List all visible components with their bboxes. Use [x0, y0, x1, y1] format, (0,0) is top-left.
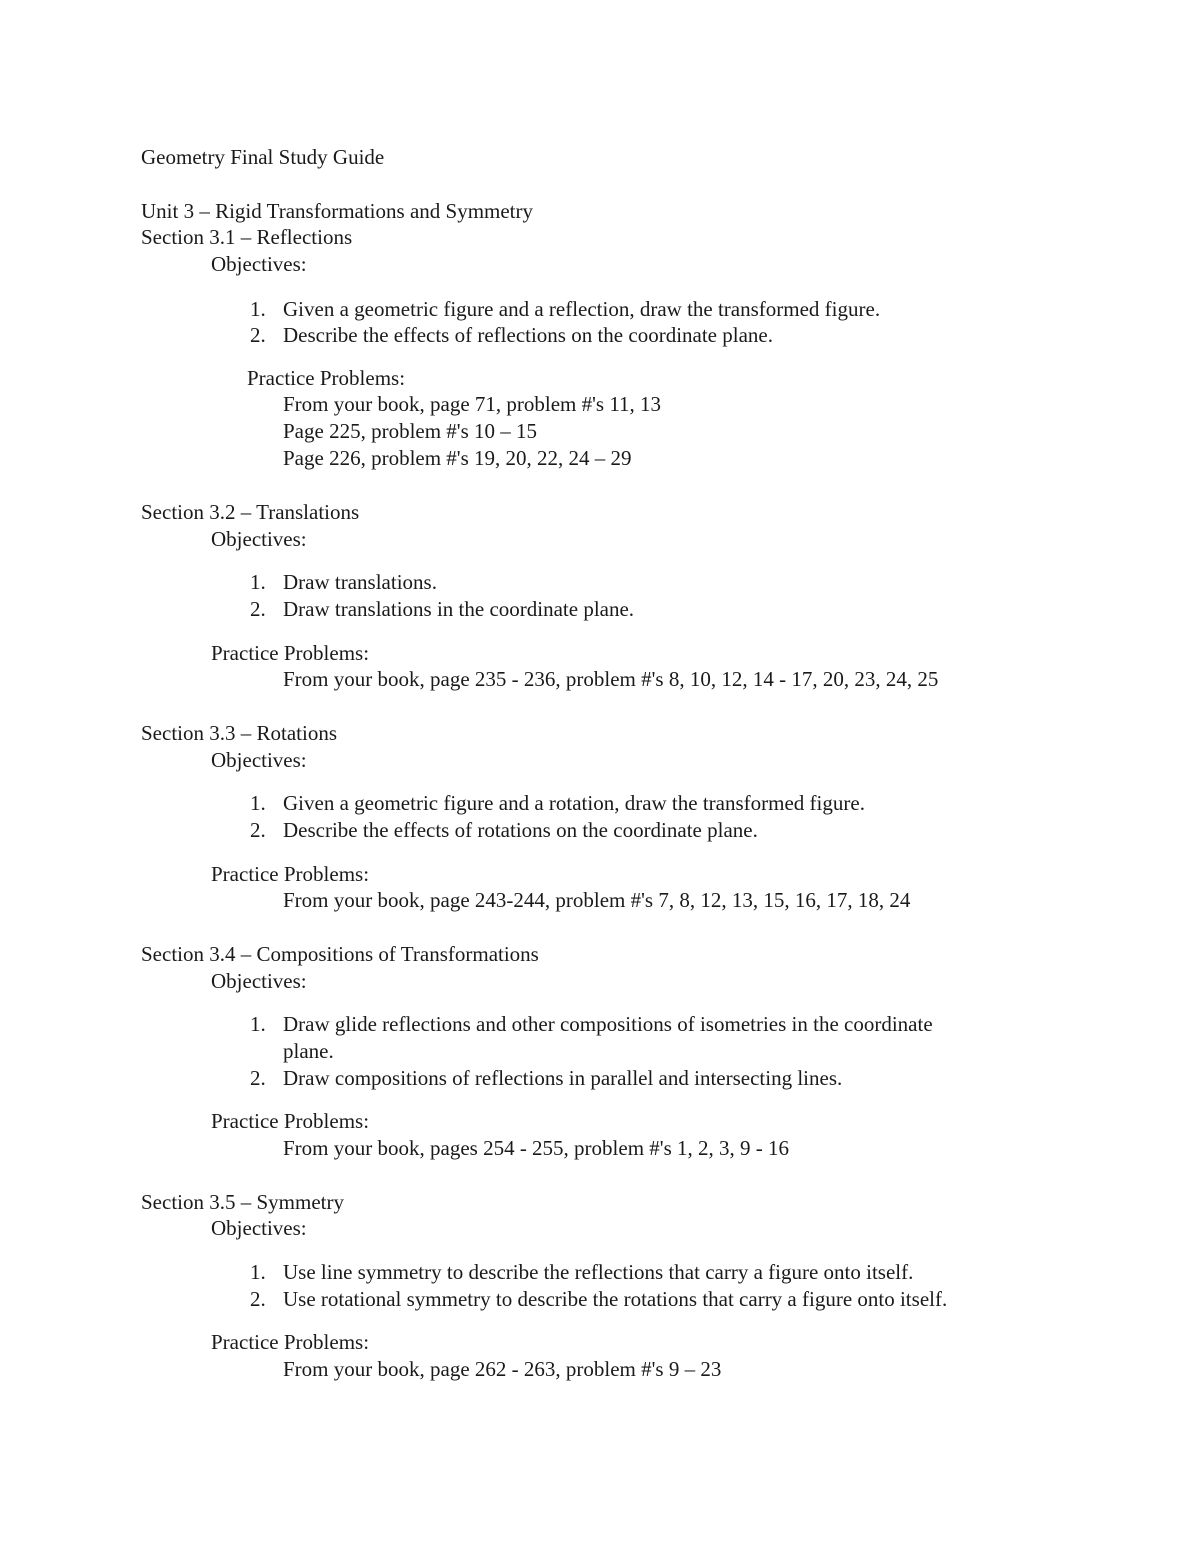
practice-item: From your book, page 235 - 236, problem #'s 8, 10, 12, 14 - 17, 20, 23, 24, 25: [283, 667, 939, 691]
objective-item-continuation: plane.: [283, 1039, 334, 1063]
objective-number: 2.: [250, 1066, 266, 1090]
objectives-label: Objectives:: [211, 1216, 307, 1240]
practice-label: Practice Problems:: [211, 1109, 370, 1133]
practice-label: Practice Problems:: [211, 862, 370, 886]
objective-item: Given a geometric figure and a rotation, draw the transformed figure.: [283, 791, 865, 815]
objectives-label: Objectives:: [211, 969, 307, 993]
practice-label: Practice Problems:: [211, 1330, 370, 1354]
practice-label: Practice Problems:: [247, 366, 406, 390]
practice-item: From your book, pages 254 - 255, problem #'s 1, 2, 3, 9 - 16: [283, 1136, 789, 1160]
objective-item: Draw translations in the coordinate plane.: [283, 597, 635, 621]
objectives-label: Objectives:: [211, 527, 307, 551]
practice-item: Page 226, problem #'s 19, 20, 22, 24 – 29: [283, 446, 632, 470]
objective-item: Describe the effects of reflections on the coordinate plane.: [283, 323, 773, 347]
practice-label: Practice Problems:: [211, 641, 370, 665]
objective-number: 2.: [250, 597, 266, 621]
objective-number: 1.: [250, 297, 266, 321]
section-heading: Section 3.3 – Rotations: [141, 721, 337, 745]
page-title: Geometry Final Study Guide: [141, 145, 385, 169]
objective-number: 1.: [250, 791, 266, 815]
section-heading: Section 3.2 – Translations: [141, 500, 360, 524]
practice-item: Page 225, problem #'s 10 – 15: [283, 419, 538, 443]
objective-number: 1.: [250, 570, 266, 594]
objective-item: Draw glide reflections and other compositions of isometries in the coordinate: [283, 1012, 933, 1036]
section-heading: Section 3.5 – Symmetry: [141, 1190, 344, 1214]
objectives-label: Objectives:: [211, 748, 307, 772]
objective-number: 1.: [250, 1012, 266, 1036]
practice-item: From your book, page 262 - 263, problem #'s 9 – 23: [283, 1357, 722, 1381]
objective-number: 2.: [250, 323, 266, 347]
objective-number: 2.: [250, 1287, 266, 1311]
unit-heading: Unit 3 – Rigid Transformations and Symmetry: [141, 199, 534, 223]
objective-item: Describe the effects of rotations on the coordinate plane.: [283, 818, 758, 842]
practice-item: From your book, page 71, problem #'s 11, 13: [283, 392, 662, 416]
objective-number: 1.: [250, 1260, 266, 1284]
objective-item: Use rotational symmetry to describe the rotations that carry a figure onto itself.: [283, 1287, 948, 1311]
objective-item: Use line symmetry to describe the reflections that carry a figure onto itself.: [283, 1260, 914, 1284]
objective-item: Given a geometric figure and a reflection, draw the transformed figure.: [283, 297, 881, 321]
objective-number: 2.: [250, 818, 266, 842]
objective-item: Draw translations.: [283, 570, 437, 594]
objective-item: Draw compositions of reflections in parallel and intersecting lines.: [283, 1066, 843, 1090]
practice-item: From your book, page 243-244, problem #'s 7, 8, 12, 13, 15, 16, 17, 18, 24: [283, 888, 911, 912]
section-heading: Section 3.1 – Reflections: [141, 225, 353, 249]
objectives-label: Objectives:: [211, 252, 307, 276]
section-heading: Section 3.4 – Compositions of Transformations: [141, 942, 539, 966]
